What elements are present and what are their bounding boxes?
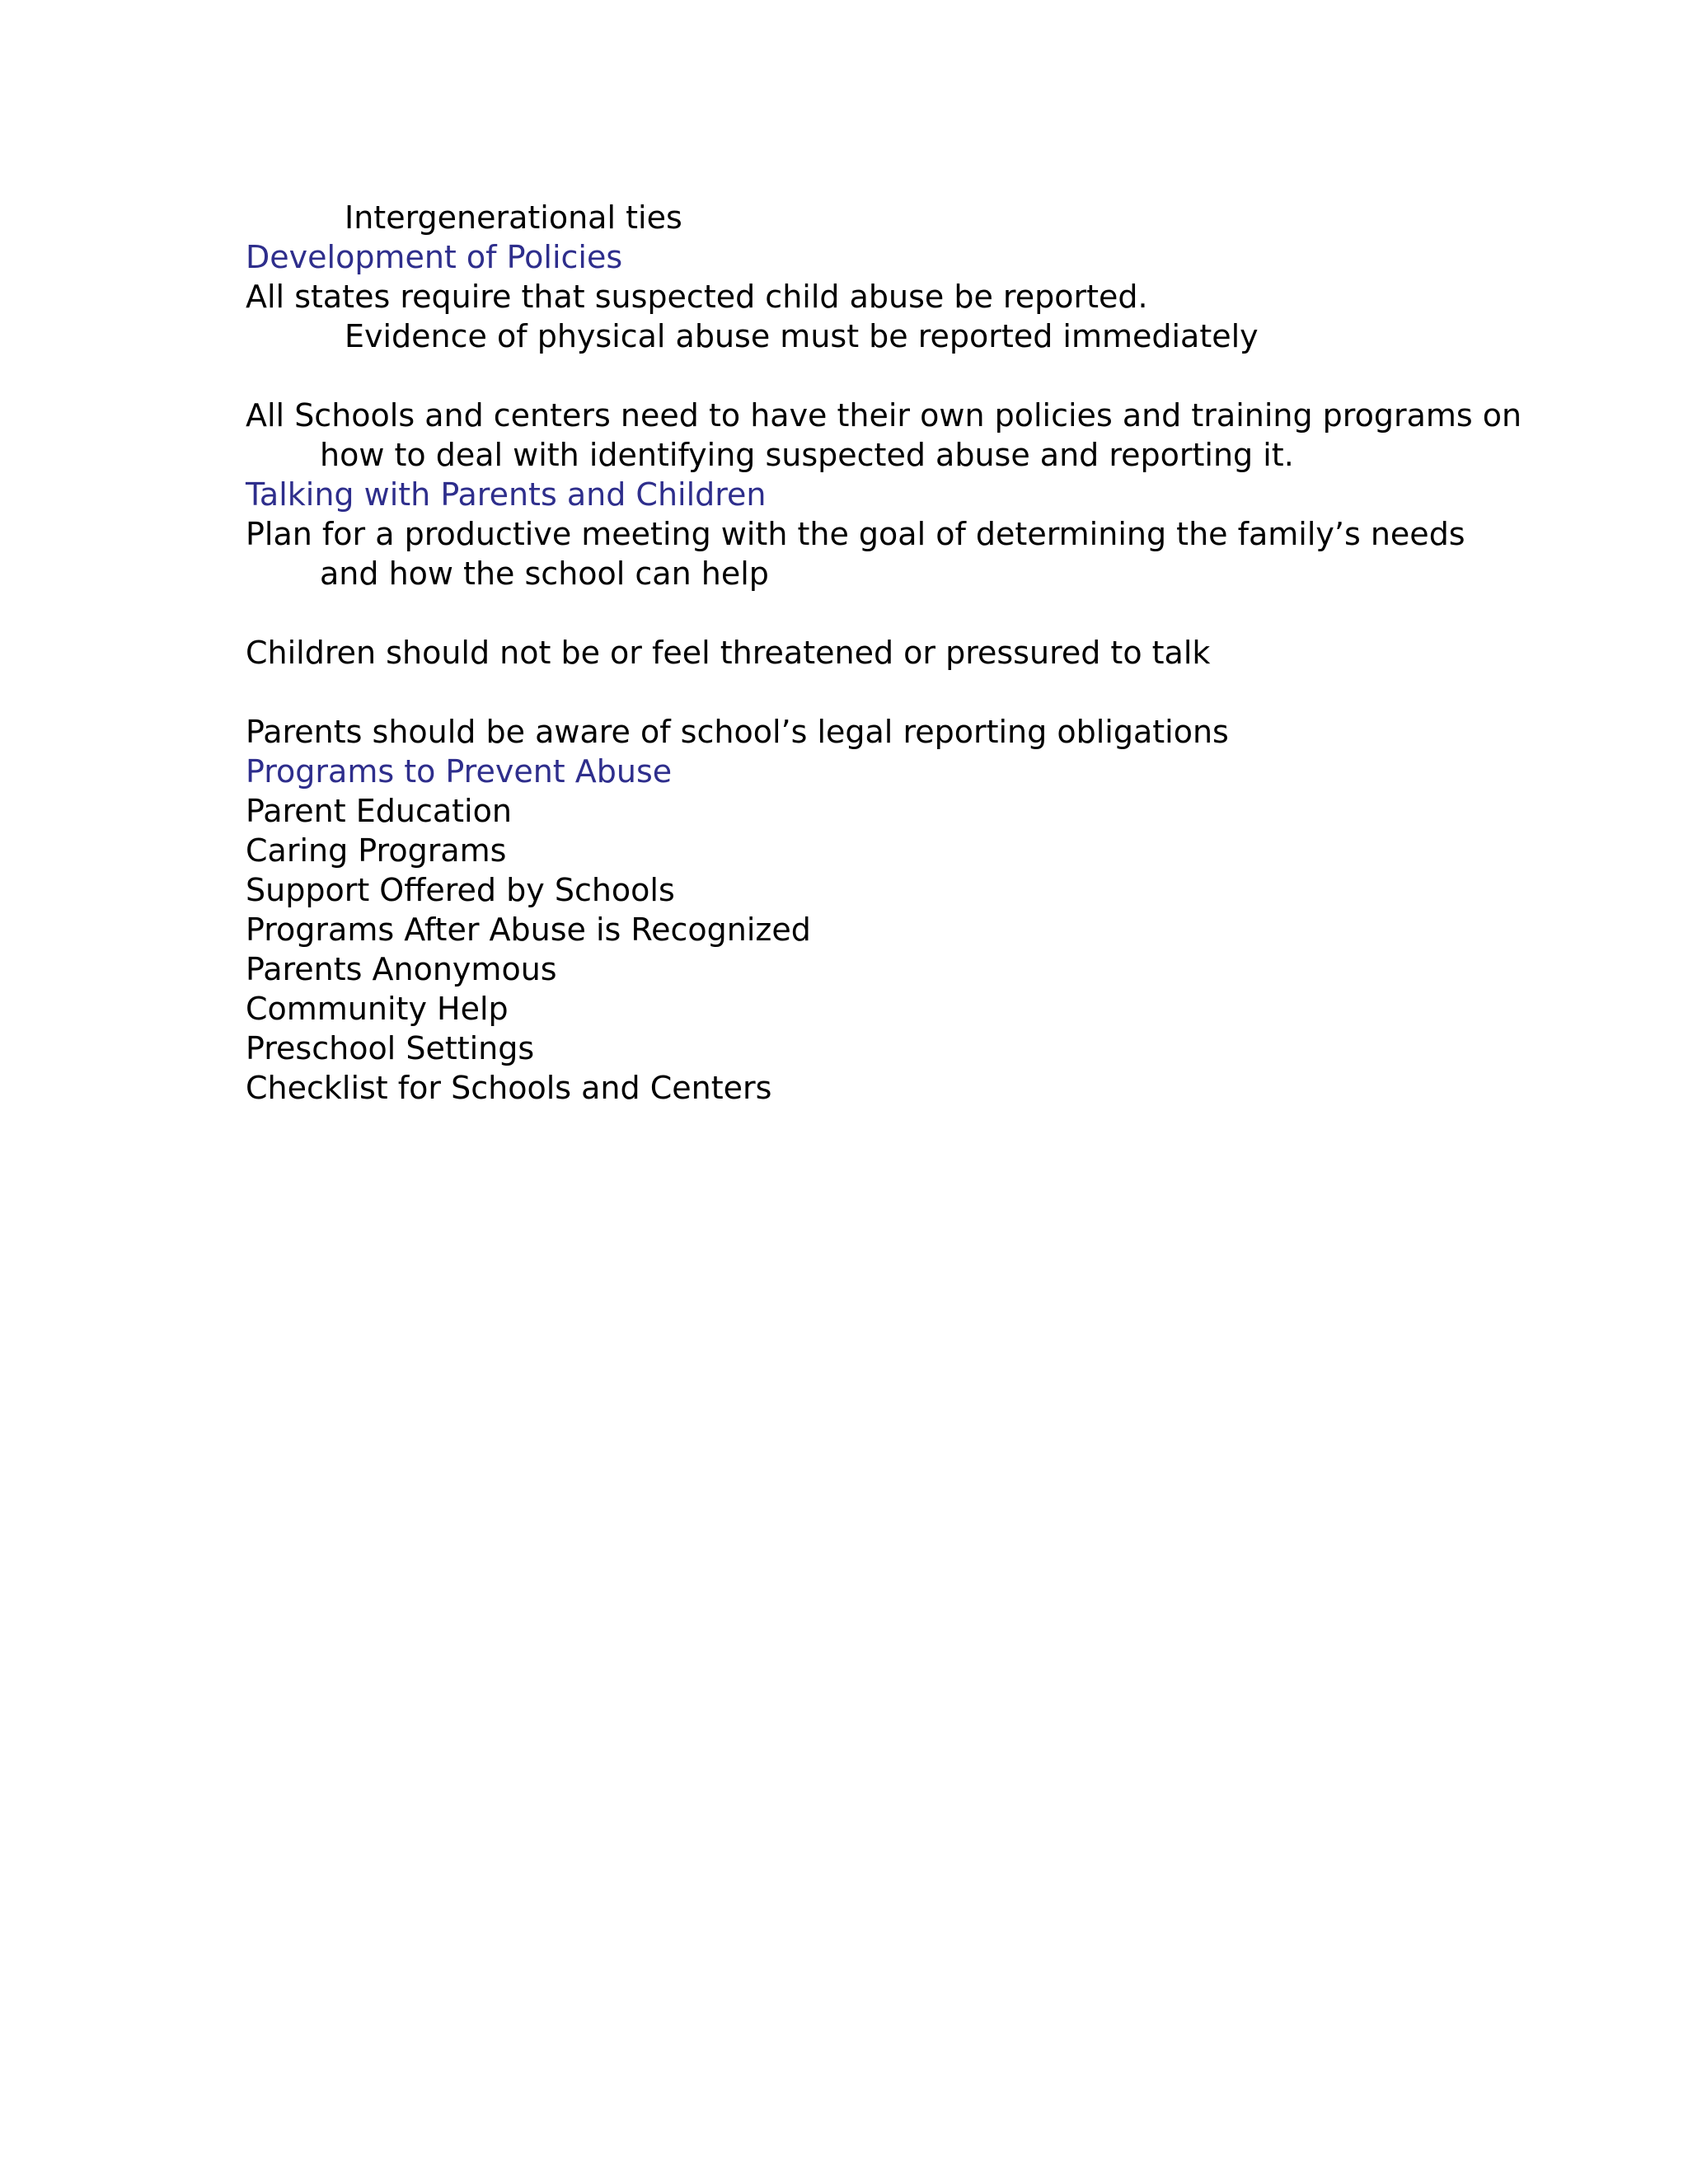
program-item: Preschool Settings bbox=[246, 1030, 535, 1066]
heading-programs-to-prevent-abuse: Programs to Prevent Abuse bbox=[246, 753, 673, 790]
blank-line bbox=[246, 593, 1482, 633]
program-item: Caring Programs bbox=[246, 832, 507, 869]
policies-line-2-part-1: All Schools and centers need to have their own policies and training programs on bbox=[246, 397, 1522, 434]
program-item: Community Help bbox=[246, 991, 509, 1027]
intergenerational-ties-item: Intergenerational ties bbox=[345, 199, 682, 236]
blank-line bbox=[246, 673, 1482, 712]
document-content bbox=[246, 198, 1522, 1108]
program-item: Parent Education bbox=[246, 793, 512, 829]
talking-line-3: Parents should be aware of school’s legal reporting obligations bbox=[246, 714, 1229, 750]
program-item: Support Offered by Schools bbox=[246, 872, 675, 908]
heading-development-of-policies: Development of Policies bbox=[246, 239, 623, 275]
talking-line-1-part-1: Plan for a productive meeting with the goal of determining the family’s needs bbox=[246, 516, 1465, 552]
talking-line-2: Children should not be or feel threatened or pressured to talk bbox=[246, 635, 1211, 671]
policies-line-1-sub: Evidence of physical abuse must be reported immediately bbox=[345, 318, 1259, 354]
heading-talking-with-parents: Talking with Parents and Children bbox=[246, 476, 767, 513]
program-item: Parents Anonymous bbox=[246, 951, 557, 987]
blank-line bbox=[246, 356, 1482, 396]
policies-line-1: All states require that suspected child abuse be reported. bbox=[246, 279, 1148, 315]
policies-line-2-part-2: how to deal with identifying suspected abuse and reporting it. bbox=[320, 437, 1294, 473]
talking-line-1-part-2: and how the school can help bbox=[320, 555, 769, 592]
program-item: Programs After Abuse is Recognized bbox=[246, 912, 811, 948]
program-item: Checklist for Schools and Centers bbox=[246, 1070, 772, 1106]
